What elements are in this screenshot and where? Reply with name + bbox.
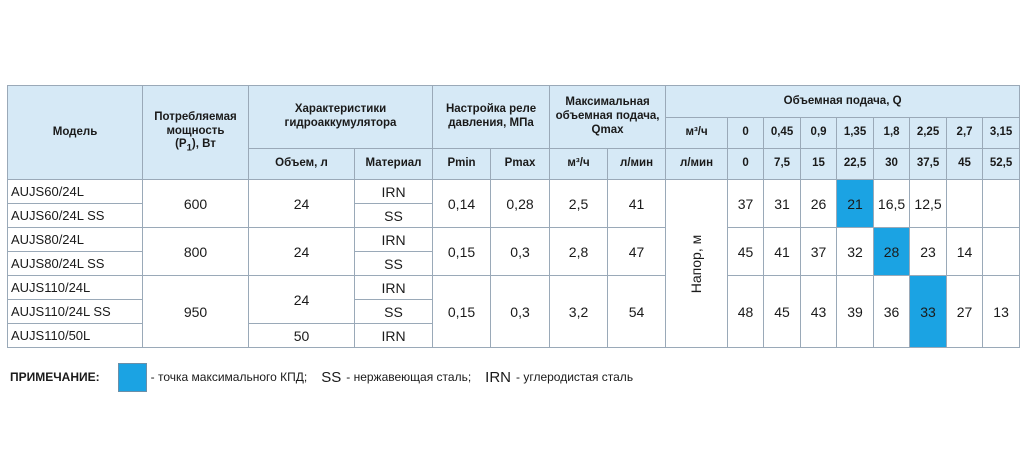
head-value-cell [983,228,1020,276]
pmax-cell: 0,3 [491,228,550,276]
material-cell: IRN [355,324,433,348]
model-cell: AUJS80/24L SS [8,252,143,276]
swatch-text: - точка максимального КПД; [150,370,308,384]
head-value-cell: 21 [837,180,874,228]
model-cell: AUJS60/24L SS [8,204,143,228]
pmin-cell: 0,14 [433,180,491,228]
header-qmax-lmin: л/мин [608,149,666,180]
irn-abbr: IRN [485,368,511,386]
header-flow-m3h-5: 2,25 [910,118,947,149]
head-value-cell: 26 [801,180,837,228]
qmax-m3h-cell: 2,8 [550,228,608,276]
header-power: Потребляемая мощность $(P_1)$, Вт [143,86,249,180]
header-material: Материал [355,149,433,180]
header-flow-m3h-0: 0 [728,118,764,149]
head-value-cell [947,180,983,228]
header-flow-lmin-6: 45 [947,149,983,180]
head-value-cell: 27 [947,276,983,348]
head-value-cell: 45 [764,276,801,348]
model-cell: AUJS110/50L [8,324,143,348]
header-flow-lmin-3: 22,5 [837,149,874,180]
pump-spec-table [7,85,1020,348]
material-cell: SS [355,252,433,276]
qmax-lmin-cell: 47 [608,228,666,276]
power-cell: 950 [143,276,249,348]
table-row [8,180,1020,204]
head-value-cell: 23 [910,228,947,276]
head-label: Напор, м [688,234,705,293]
ss-text: - нержавеющая сталь; [346,370,472,384]
model-cell: AUJS60/24L [8,180,143,204]
header-flow-lmin-4: 30 [874,149,910,180]
header-flow-m3h-1: 0,45 [764,118,801,149]
head-value-cell: 39 [837,276,874,348]
note-label: ПРИМЕЧАНИЕ: [10,370,100,384]
header-pmin: Pmin [433,149,491,180]
head-value-cell: 36 [874,276,910,348]
header-flow-m3h-6: 2,7 [947,118,983,149]
model-cell: AUJS110/24L [8,276,143,300]
material-cell: IRN [355,228,433,252]
header-flow-m3h-2: 0,9 [801,118,837,149]
qmax-lmin-cell: 54 [608,276,666,348]
head-value-cell: 43 [801,276,837,348]
head-value-cell: 28 [874,228,910,276]
volume-cell: 24 [249,180,355,228]
table-row [8,228,1020,252]
pmin-cell: 0,15 [433,228,491,276]
header-flow-m3h-7: 3,15 [983,118,1020,149]
head-value-cell: 13 [983,276,1020,348]
head-value-cell: 32 [837,228,874,276]
header-flow-lmin-5: 37,5 [910,149,947,180]
pmax-cell: 0,28 [491,180,550,228]
header-pmax: Pmax [491,149,550,180]
pmin-cell: 0,15 [433,276,491,348]
head-value-cell: 41 [764,228,801,276]
header-qmax-m3h: м³/ч [550,149,608,180]
header-flow-lmin-7: 52,5 [983,149,1020,180]
head-value-cell: 31 [764,180,801,228]
header-volume: Объем, л [249,149,355,180]
volume-cell: 24 [249,276,355,324]
material-cell: IRN [355,180,433,204]
model-cell: AUJS80/24L [8,228,143,252]
header-flow-lmin-1: 7,5 [764,149,801,180]
header-flow: Объемная подача, Q [666,86,1020,118]
header-relay: Настройка реле давления, МПа [433,86,550,149]
qmax-lmin-cell: 41 [608,180,666,228]
header-max-flow: Максимальная объемная подача, Qmax [550,86,666,149]
header-flow-m3h-3: 1,35 [837,118,874,149]
head-value-cell: 45 [728,228,764,276]
legend-note [10,360,633,394]
head-value-cell: 37 [728,180,764,228]
qmax-m3h-cell: 3,2 [550,276,608,348]
table-row [8,276,1020,300]
material-cell: SS [355,204,433,228]
head-value-cell [983,180,1020,228]
header-flow-lmin-label: л/мин [666,149,728,180]
head-value-cell: 12,5 [910,180,947,228]
power-cell: 800 [143,228,249,276]
head-value-cell: 37 [801,228,837,276]
volume-cell: 50 [249,324,355,348]
qmax-m3h-cell: 2,5 [550,180,608,228]
header-flow-m3h-label: м³/ч [666,118,728,149]
power-cell: 600 [143,180,249,228]
pmax-cell: 0,3 [491,276,550,348]
head-value-cell: 33 [910,276,947,348]
volume-cell: 24 [249,228,355,276]
header-flow-lmin-2: 15 [801,149,837,180]
material-cell: SS [355,300,433,324]
head-value-cell: 16,5 [874,180,910,228]
header-flow-m3h-4: 1,8 [874,118,910,149]
header-flow-lmin-0: 0 [728,149,764,180]
head-value-cell: 48 [728,276,764,348]
header-model: Модель [8,86,143,180]
highlight-swatch [118,363,147,392]
head-value-cell: 14 [947,228,983,276]
irn-text: - углеродистая сталь [516,370,634,384]
head-label-cell [666,180,728,348]
material-cell: IRN [355,276,433,300]
ss-abbr: SS [321,368,342,386]
header-tank: Характеристики гидроаккумулятора [249,86,433,149]
model-cell: AUJS110/24L SS [8,300,143,324]
